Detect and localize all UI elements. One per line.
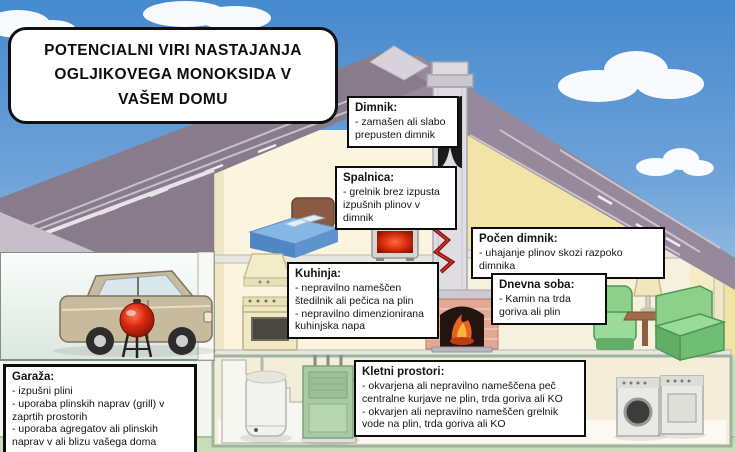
range-hood (244, 254, 290, 286)
callout-title: Dnevna soba: (499, 279, 575, 291)
callout-text: - okvarjen ali nepravilno nameščen grelnik vode na plin, trda goriva ali KO (362, 405, 559, 431)
callout-dnevna-soba (491, 273, 607, 325)
callout-text: - izpušni plini (12, 385, 73, 398)
callout-title: Kuhinja: (295, 268, 341, 280)
dryer (658, 376, 706, 439)
callout-dimnik (347, 96, 459, 148)
callout-title: Spalnica: (343, 172, 395, 184)
callout-title: Garaža: (12, 371, 55, 383)
charcoal-grill (120, 299, 154, 358)
callout-text: - uhajanje plinov skozi razpoko dimnika (479, 247, 623, 272)
callout-spalnica (335, 166, 457, 230)
space-heater (372, 226, 418, 261)
callout-text: - nepravilno dimenzionirana kuhinjska napa (295, 307, 424, 333)
callout-text: - okvarjena ali nepravilno nameščena peč centralne kurjave ne plin, trda goriva ali KO (362, 380, 563, 405)
callout-pocen-dimnik (471, 227, 665, 279)
callout-kuhinja (287, 262, 439, 339)
callout-title: Počen dimnik: (479, 233, 558, 245)
callout-kletni-prostori (354, 360, 586, 437)
callout-title: Dimnik: (355, 102, 398, 114)
page-title (8, 27, 338, 124)
callout-text: - zamašen ali slabo prepusten dimnik (355, 116, 446, 141)
callout-text: - uporaba plinskih naprav (grill) v zaprtih prostorih (12, 397, 165, 423)
callout-text: - grelnik brez izpusta izpušnih plinov v dimnik (343, 186, 440, 224)
washing-machine (614, 378, 666, 441)
callout-text: - Kamin na trda goriva ali plin (499, 293, 571, 318)
callout-text: - nepravilno nameščen štedilnik ali pečica na plin (295, 282, 414, 307)
chimney-cap (427, 74, 473, 87)
garage (0, 252, 217, 360)
callout-title: Kletni prostori: (362, 366, 445, 378)
page-title-text: POTENCIALNI VIRI NASTAJANJA OGLJIKOVEGA MONOKSIDA V VAŠEM DOMU (44, 42, 302, 108)
callout-text: - uporaba agregatov ali plinskih naprav v ali blizu vašega doma (12, 423, 158, 449)
callout-garaza (3, 364, 197, 452)
